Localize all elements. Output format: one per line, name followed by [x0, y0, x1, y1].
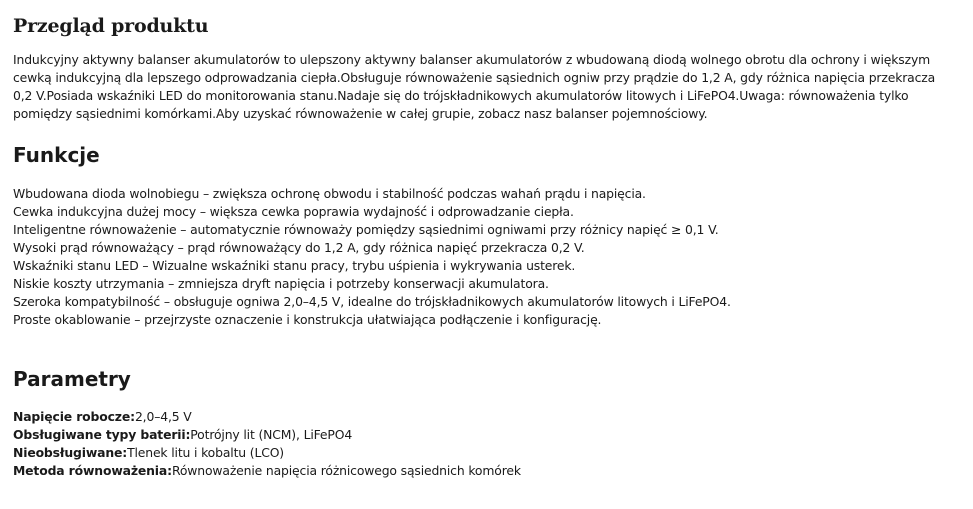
parameter-value: Tlenek litu i kobaltu (LCO): [127, 445, 284, 460]
feature-item: Inteligentne równoważenie – automatycznie równoważy pomiędzy sąsiednimi ogniwami przy różnicy napięć ≥ 0,1 V.: [13, 222, 719, 237]
feature-item: Wysoki prąd równoważący – prąd równoważący do 1,2 A, gdy różnica napięć przekracza 0,2 V.: [13, 240, 585, 255]
overview-paragraph: Indukcyjny aktywny balanser akumulatorów to ulepszony aktywny balanser akumulatorów z wbudowaną diodą wolnego obrotu dla ochrony i większym cewką indukcyjną dla lepszego odprowadzania ciepła.Obsługuje równoważenie sąsiednich ogniw przy prądzie do 1,2 A, gdy różnica napięcia przekracza 0,2 V.Posiada wskaźniki LED do monitorowania stanu.Nadaje się do trójskładnikowych akumulatorów litowych i LiFePO4.Uwaga: równoważenia tylko pomiędzy sąsiednimi komórkami.Aby uzyskać równoważenie w całej grupie, zobacz nasz balanser pojemnościowy.: [13, 52, 936, 121]
parameter-row: [13, 408, 192, 426]
feature-item: Szeroka kompatybilność – obsługuje ogniwa 2,0–4,5 V, idealne do trójskładnikowych akumulatorów litowych i LiFePO4.: [13, 294, 731, 309]
feature-item: Proste okablowanie – przejrzyste oznaczenie i konstrukcja ułatwiająca podłączenie i konfigurację.: [13, 312, 602, 327]
feature-item: Wbudowana dioda wolnobiegu – zwiększa ochronę obwodu i stabilność podczas wahań prądu i napięcia.: [13, 186, 646, 201]
parameter-value: Potrójny lit (NCM), LiFePO4: [190, 427, 353, 442]
feature-item: Wskaźniki stanu LED – Wizualne wskaźniki stanu pracy, trybu uśpienia i wykrywania usterek.: [13, 258, 576, 273]
parameter-label: Napięcie robocze:: [13, 409, 135, 424]
parameter-label: Metoda równoważenia:: [13, 463, 172, 478]
parameters-heading: Parametry: [13, 367, 131, 391]
feature-item: Niskie koszty utrzymania – zmniejsza dryft napięcia i potrzeby konserwacji akumulatora.: [13, 276, 549, 291]
parameter-row: [13, 444, 284, 462]
parameter-value: 2,0–4,5 V: [134, 409, 192, 424]
feature-item: Cewka indukcyjna dużej mocy – większa cewka poprawia wydajność i odprowadzanie ciepła.: [13, 204, 574, 219]
parameter-label: Obsługiwane typy baterii:: [13, 427, 191, 442]
parameter-row: [13, 426, 352, 444]
parameter-label: Nieobsługiwane:: [13, 445, 128, 460]
parameter-value: Równoważenie napięcia różnicowego sąsiednich komórek: [171, 463, 521, 478]
parameter-row: [13, 462, 521, 480]
overview-heading: Przegląd produktu: [13, 15, 209, 37]
features-heading: Funkcje: [13, 143, 100, 167]
